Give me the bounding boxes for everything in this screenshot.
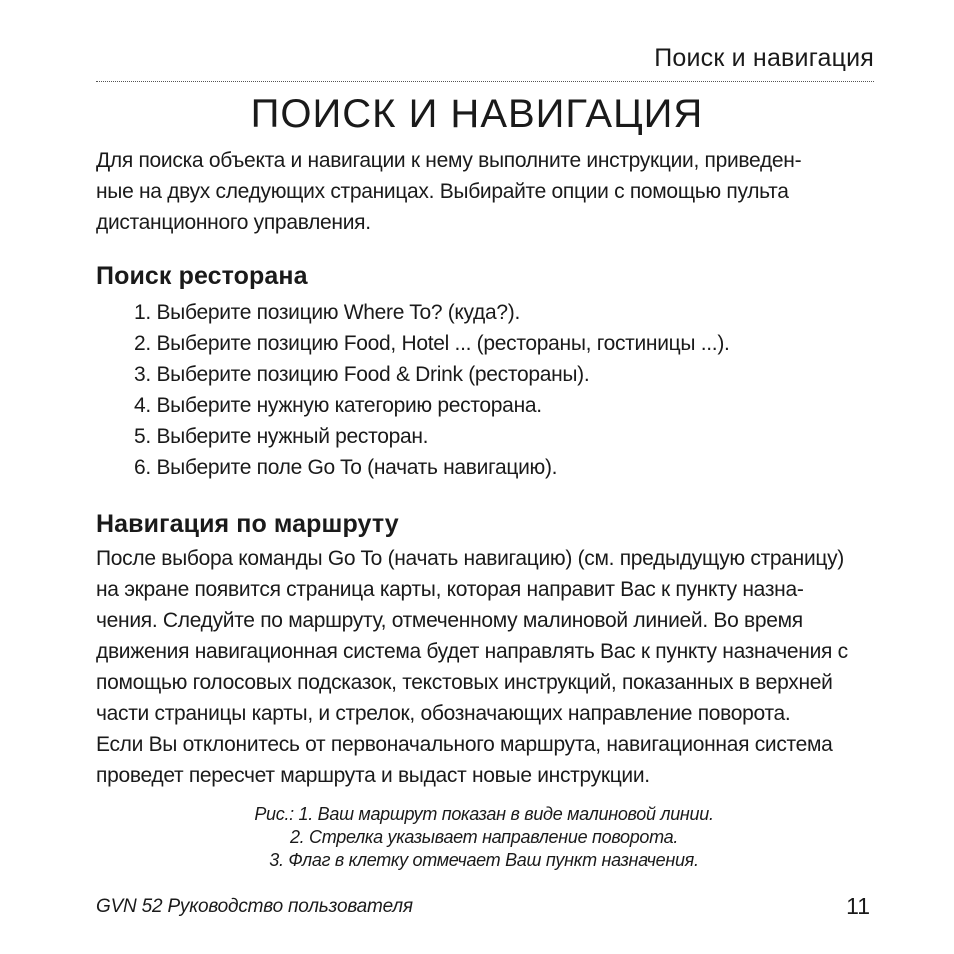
- nav-line: После выбора команды Go To (начать навигацию) (см. предыдущую страницу): [96, 547, 845, 570]
- figure-caption: [0, 803, 954, 872]
- nav-line: на экране появится страница карты, которая направит Вас к пункту назна-: [96, 578, 804, 601]
- nav-line: проведет пересчет маршрута и выдаст новые инструкции.: [96, 764, 650, 787]
- step-item: 2. Выберите позицию Food, Hotel ... (рестораны, гостиницы ...).: [134, 332, 730, 355]
- intro-line: ные на двух следующих страницах. Выбирайте опции с помощью пульта: [96, 180, 789, 203]
- restaurant-search-heading: Поиск ресторана: [96, 262, 308, 290]
- caption-line: 3. Флаг в клетку отмечает Ваш пункт назначения.: [269, 850, 699, 870]
- step-item: 6. Выберите поле Go To (начать навигацию).: [134, 456, 558, 479]
- page-number: 11: [846, 893, 870, 919]
- step-item: 5. Выберите нужный ресторан.: [134, 425, 429, 448]
- caption-line: 2. Стрелка указывает направление поворота.: [289, 827, 679, 847]
- page-title: ПОИСК И НАВИГАЦИЯ: [250, 92, 704, 136]
- caption-line: Рис.: 1. Ваш маршрут показан в виде малиновой линии.: [254, 804, 714, 824]
- intro-line: дистанционного управления.: [96, 211, 371, 234]
- intro-paragraph: [96, 145, 886, 238]
- step-item: 4. Выберите нужную категорию ресторана.: [134, 394, 542, 417]
- route-navigation-paragraph: [96, 543, 886, 791]
- nav-line: движения навигационная система будет направлять Вас к пункту назначения с: [96, 640, 848, 663]
- intro-line: Для поиска объекта и навигации к нему выполните инструкции, приведен-: [96, 149, 802, 172]
- route-navigation-heading: Навигация по маршруту: [96, 510, 399, 538]
- nav-line: части страницы карты, и стрелок, обозначающих направление поворота.: [96, 702, 791, 725]
- header-divider: [96, 81, 874, 82]
- nav-line: помощью голосовых подсказок, текстовых инструкций, показанных в верхней: [96, 671, 833, 694]
- manual-name: GVN 52 Руководство пользователя: [96, 896, 413, 917]
- restaurant-search-steps: [96, 297, 730, 483]
- running-header: Поиск и навигация: [654, 44, 874, 72]
- nav-line: чения. Следуйте по маршруту, отмеченному малиновой линией. Во время: [96, 609, 803, 632]
- step-item: 3. Выберите позицию Food & Drink (рестораны).: [134, 363, 590, 386]
- nav-line: Если Вы отклонитесь от первоначального маршрута, навигационная система: [96, 733, 833, 756]
- step-item: 1. Выберите позицию Where To? (куда?).: [134, 301, 521, 324]
